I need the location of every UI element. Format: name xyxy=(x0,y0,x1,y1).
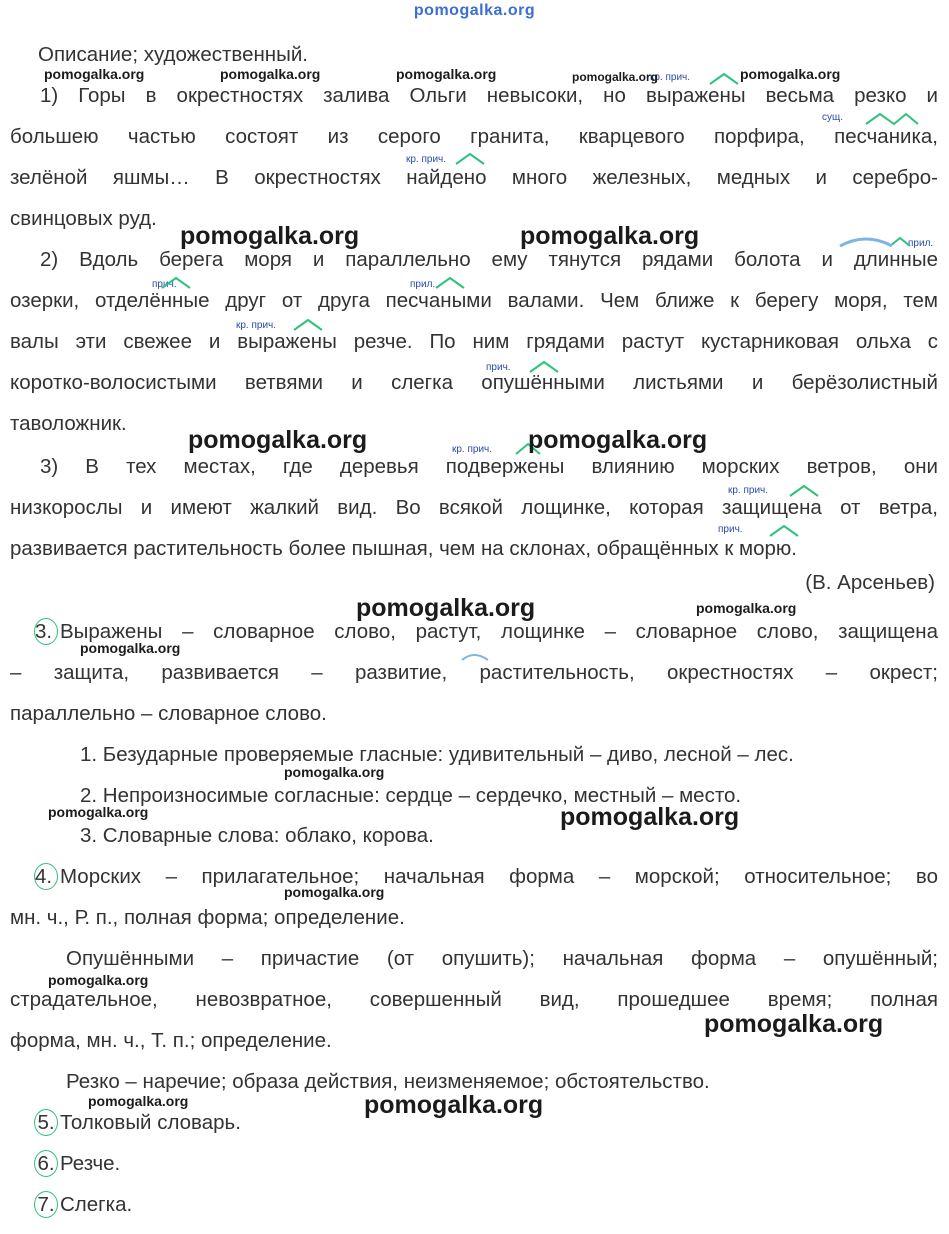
answer-line: – защита, развивается – развитие, растительность, окрестностях – окрест; xyxy=(10,661,938,684)
suffix-mark xyxy=(456,154,484,164)
annotation-label: прич. xyxy=(152,279,177,290)
suffix-mark xyxy=(530,362,558,372)
watermark: pomogalka.org xyxy=(284,764,385,780)
suffix-mark xyxy=(770,526,798,536)
watermark: pomogalka.org xyxy=(740,66,841,82)
watermark: pomogalka.org xyxy=(188,426,368,454)
answer-text: Толковый словарь. xyxy=(60,1111,241,1134)
answer-number-badge: 4. xyxy=(34,863,58,890)
watermark: pomogalka.org xyxy=(356,594,536,622)
paragraph-line: озерки, отделённые друг от друга песчаными валами. Чем ближе к берегу моря, тем xyxy=(10,289,938,312)
suffix-mark xyxy=(710,74,738,84)
paragraph-line: коротко-волосистыми ветвями и слегка опушёнными листьями и берёзолистный xyxy=(10,371,938,394)
watermark: pomogalka.org xyxy=(696,600,797,616)
answer-line: страдательное, невозвратное, совершенный вид, прошедшее время; полная xyxy=(10,988,938,1011)
paragraph-line: 1) Горы в окрестностях залива Ольги невысоки, но выражены весьма резко и xyxy=(40,84,938,107)
root-mark xyxy=(840,239,892,246)
answer-number-badge: 5. xyxy=(34,1109,58,1136)
annotation-label: кр. прич. xyxy=(650,72,691,83)
suffix-mark xyxy=(294,320,322,330)
paragraph-line: 2) Вдоль берега моря и параллельно ему тянутся рядами болота и длинные xyxy=(40,248,938,271)
suffix-mark xyxy=(890,238,910,246)
answer-line: Опушёнными – причастие (от опушить); начальная форма – опушённый; xyxy=(66,947,938,970)
watermark: pomogalka.org xyxy=(704,1010,884,1038)
list-item: 1. Безударные проверяемые гласные: удивительный – диво, лесной – лес. xyxy=(80,743,794,766)
watermark: pomogalka.org xyxy=(48,804,149,820)
annotation-label: кр. прич. xyxy=(452,444,493,455)
genre-line: Описание; художественный. xyxy=(38,43,309,66)
watermark: pomogalka.org xyxy=(88,1093,189,1109)
annotation-label: кр. прич. xyxy=(406,154,447,165)
suffix-mark xyxy=(790,486,818,496)
watermark: pomogalka.org xyxy=(48,972,149,988)
watermark: pomogalka.org xyxy=(520,222,700,250)
list-item: 3. Словарные слова: облако, корова. xyxy=(80,824,434,847)
paragraph-line: таволожник. xyxy=(10,412,127,435)
root-mark xyxy=(462,655,488,660)
annotation-label: прил. xyxy=(410,279,436,290)
answer-line: Резко – наречие; образа действия, неизменяемое; обстоятельство. xyxy=(66,1070,710,1093)
annotation-label: кр. прич. xyxy=(728,485,769,496)
answer-number-badge: 7. xyxy=(34,1191,58,1218)
answer-text: Слегка. xyxy=(60,1193,133,1216)
answer-text: Резче. xyxy=(60,1152,121,1175)
paragraph-line: большею частью состоят из серого гранита, кварцевого порфира, песчаника, xyxy=(10,125,938,148)
paragraph-line: зелёной яшмы… В окрестностях найдено много железных, медных и серебро- xyxy=(10,166,938,189)
watermark: pomogalka.org xyxy=(220,66,321,82)
paragraph-line: 3) В тех местах, где деревья подвержены влиянию морских ветров, они xyxy=(40,455,938,478)
paragraph-line: свинцовых руд. xyxy=(10,207,157,230)
paragraph-line: валы эти свежее и выражены резче. По ним грядами растут кустарниковая ольха с xyxy=(10,330,938,353)
suffix-mark xyxy=(436,278,464,288)
watermark: pomogalka.org xyxy=(396,66,497,82)
answer-text: Морских – прилагательное; начальная форма – морской; относительное; во xyxy=(60,865,938,888)
answer-line: параллельно – словарное слово. xyxy=(10,702,327,725)
answer-line: форма, мн. ч., Т. п.; определение. xyxy=(10,1029,332,1052)
watermark: pomogalka.org xyxy=(180,222,360,250)
annotation-label: прич. xyxy=(718,524,743,535)
watermark: pomogalka.org xyxy=(560,803,740,831)
suffix-mark xyxy=(162,278,190,288)
annotation-label: кр. прич. xyxy=(236,320,277,331)
annotation-label: прич. xyxy=(486,362,511,373)
suffix-mark xyxy=(866,114,918,124)
answer-number-badge: 3. xyxy=(34,618,58,645)
annotation-label: сущ. xyxy=(822,112,844,123)
answer-number-badge: 6. xyxy=(34,1150,58,1177)
answer-text: Выражены – словарное слово, растут, лощинке – словарное слово, защищена xyxy=(60,620,938,643)
list-item: 2. Непроизносимые согласные: сердце – сердечко, местный – место. xyxy=(80,784,742,807)
annotation-label: прил. xyxy=(908,238,934,249)
watermark: pomogalka.org xyxy=(44,66,145,82)
watermark: pomogalka.org xyxy=(80,640,181,656)
paragraph-line: развивается растительность более пышная, чем на склонах, обращённых к морю. xyxy=(10,537,797,560)
site-header-link[interactable]: pomogalka.org xyxy=(413,2,536,19)
answer-line: мн. ч., Р. п., полная форма; определение. xyxy=(10,906,405,929)
watermark: pomogalka.org xyxy=(364,1091,544,1119)
watermark: pomogalka.org xyxy=(528,426,708,454)
watermark: pomogalka.org xyxy=(572,70,659,84)
watermark: pomogalka.org xyxy=(284,884,385,900)
paragraph-line: низкорослы и имеют жалкий вид. Во всякой лощинке, которая защищена от ветра, xyxy=(10,496,938,519)
author-signature: (В. Арсеньев) xyxy=(805,571,935,594)
